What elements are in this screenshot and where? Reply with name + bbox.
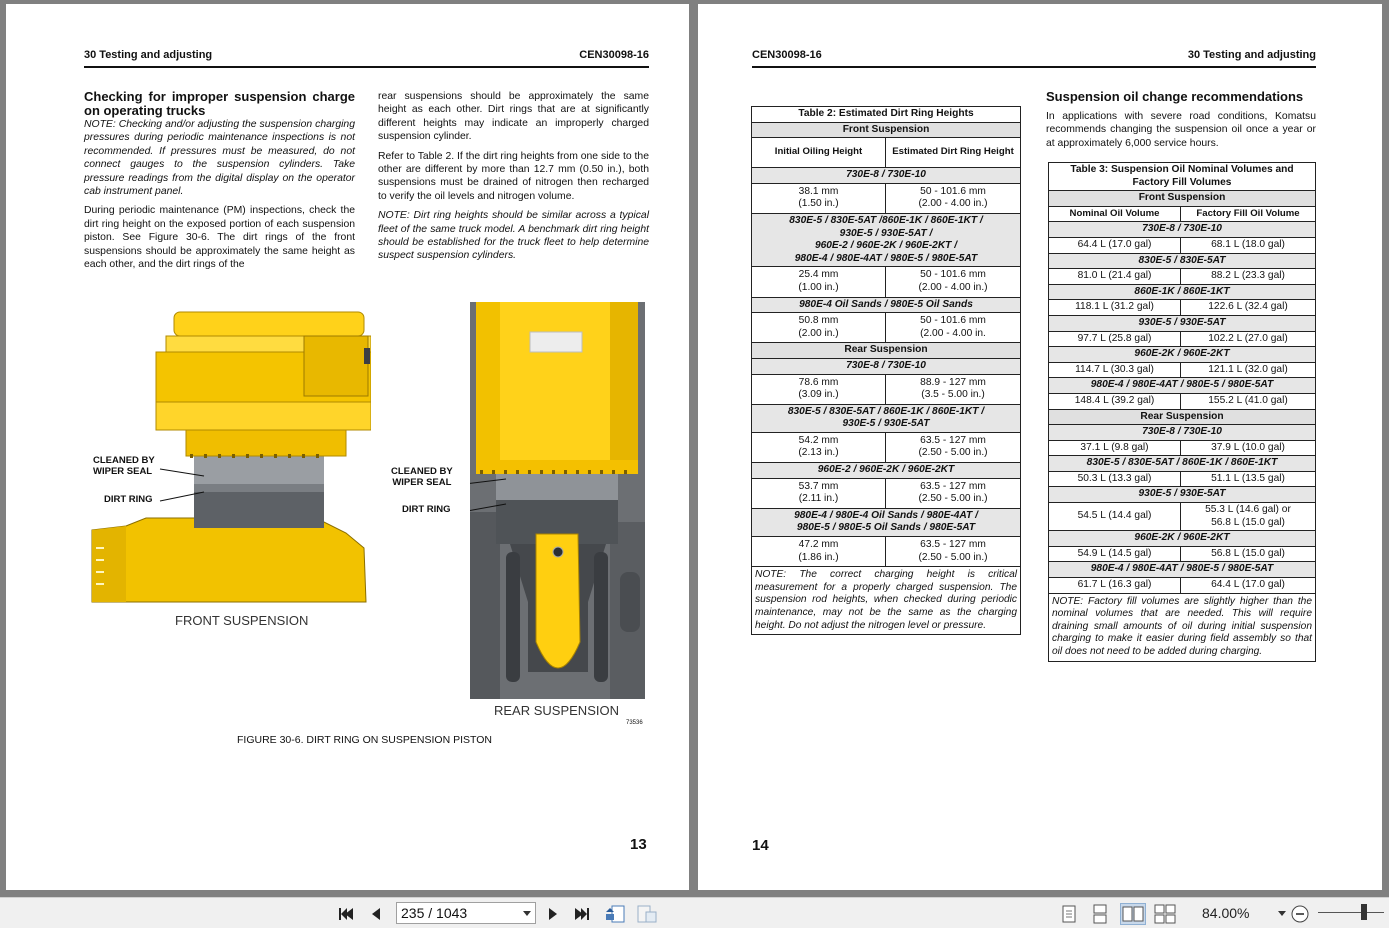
- value-cell-estimated: 88.2 L (23.3 gal): [1181, 269, 1316, 285]
- next-page-icon[interactable]: [544, 904, 562, 924]
- oil-change-section: [1046, 90, 1316, 156]
- table-row: [1049, 222, 1316, 238]
- table-row: [1049, 269, 1316, 285]
- table-row: [752, 183, 1021, 213]
- rear-suspension-caption: REAR SUSPENSION: [494, 703, 619, 718]
- model-group: 730E-8 / 730E-10: [1049, 425, 1316, 441]
- previous-view-icon[interactable]: [604, 904, 626, 924]
- label-dirt-ring: DIRT RING: [402, 504, 451, 515]
- value-cell-estimated: 68.1 L (18.0 gal): [1181, 237, 1316, 253]
- figure-title: FIGURE 30-6. DIRT RING ON SUSPENSION PISTON: [237, 734, 492, 746]
- zoom-slider-track[interactable]: [1318, 912, 1384, 913]
- chevron-down-icon[interactable]: [1278, 911, 1286, 916]
- body-paragraph: rear suspensions should be approximately the same height as each other. Dirt rings that are at significantly different heights may indicate an improperly charged suspension cylinder.: [378, 91, 649, 143]
- table-section-front: Front Suspension: [1049, 191, 1316, 207]
- table-row: [1049, 315, 1316, 331]
- value-cell-estimated: 122.6 L (32.4 gal): [1181, 300, 1316, 316]
- left-page: [6, 4, 689, 890]
- first-page-icon[interactable]: [336, 904, 356, 924]
- zoom-slider-thumb[interactable]: [1361, 904, 1367, 920]
- label-cleaned-by-wiper-seal: CLEANED BY WIPER SEAL: [391, 466, 453, 488]
- value-cell-initial: 114.7 L (30.3 gal): [1049, 362, 1181, 378]
- value-cell-estimated: 56.8 L (15.0 gal): [1181, 546, 1316, 562]
- table-row: [1049, 578, 1316, 594]
- table-row: [1049, 237, 1316, 253]
- table-row: [1049, 425, 1316, 441]
- value-cell-estimated: 37.9 L (10.0 gal): [1181, 440, 1316, 456]
- value-cell-initial: 64.4 L (17.0 gal): [1049, 237, 1181, 253]
- model-group: 830E-5 / 830E-5AT /860E-1K / 860E-1KT / 930E-5 / 930E-5AT / 960E-2 / 960E-2K / 960E-2KT / 980E-4 / 980E-4AT / 980E-5 / 980E-5AT: [752, 213, 1021, 266]
- table-row: [752, 432, 1021, 462]
- table-section-rear: Rear Suspension: [752, 343, 1021, 359]
- body-paragraph: In applications with severe road conditions, Komatsu recommends changing the suspension oil once a year or at approximately 6,000 service hours.: [1046, 111, 1316, 149]
- value-cell-initial: 81.0 L (21.4 gal): [1049, 269, 1181, 285]
- viewer-toolbar: [0, 897, 1389, 928]
- value-cell-estimated: 64.4 L (17.0 gal): [1181, 578, 1316, 594]
- value-cell-initial: 38.1 mm (1.50 in.): [752, 183, 886, 213]
- table-title: Table 2: Estimated Dirt Ring Heights: [752, 107, 1021, 123]
- table-row: [1049, 300, 1316, 316]
- value-cell-initial: 50.8 mm (2.00 in.): [752, 313, 886, 343]
- table-row: [752, 168, 1021, 184]
- table-row: [752, 213, 1021, 266]
- value-cell-initial: 54.9 L (14.5 gal): [1049, 546, 1181, 562]
- value-cell-initial: 54.2 mm (2.13 in.): [752, 432, 886, 462]
- table-row: [1049, 362, 1316, 378]
- column-header: Nominal Oil Volume: [1049, 206, 1181, 222]
- value-cell-estimated: 88.9 - 127 mm (3.5 - 5.00 in.): [886, 374, 1021, 404]
- section-heading: Suspension oil change recommendations: [1046, 89, 1304, 104]
- continuous-view-icon[interactable]: [1089, 904, 1111, 924]
- model-group: 980E-4 / 980E-4 Oil Sands / 980E-4AT / 980E-5 / 980E-5 Oil Sands / 980E-5AT: [752, 508, 1021, 536]
- model-group: 730E-8 / 730E-10: [752, 358, 1021, 374]
- value-cell-estimated: 63.5 - 127 mm (2.50 - 5.00 in.): [886, 432, 1021, 462]
- note-paragraph: NOTE: Checking and/or adjusting the suspension charging pressures during periodic maintenance inspections is not recommended. If pressures must be measured, do not connect gauges to the suspension cylinders. Take pressure readings from the digital display on the operator cab instrument panel.: [84, 119, 355, 198]
- section-heading: Checking for improper suspension charge on operating trucks: [84, 89, 355, 118]
- table-row: [1049, 546, 1316, 562]
- value-cell-estimated: 55.3 L (14.6 gal) or 56.8 L (15.0 gal): [1181, 503, 1316, 531]
- value-cell-initial: 47.2 mm (1.86 in.): [752, 537, 886, 567]
- model-group: 830E-5 / 830E-5AT / 860E-1K / 860E-1KT: [1049, 456, 1316, 472]
- table-row: [1049, 503, 1316, 531]
- table-row: [752, 267, 1021, 297]
- body-paragraph: During periodic maintenance (PM) inspections, check the dirt ring height on the exposed portion of each suspension piston. See Figure 30-6. The dirt rings of the front suspensions should be approximately the same height as each other, and the dirt rings of the: [84, 205, 355, 271]
- table-section-front: Front Suspension: [752, 122, 1021, 138]
- last-page-icon[interactable]: [572, 904, 592, 924]
- table-row: [752, 404, 1021, 432]
- figure-code: 73536: [626, 720, 643, 726]
- value-cell-estimated: 121.1 L (32.0 gal): [1181, 362, 1316, 378]
- right-page: [698, 4, 1382, 890]
- table-row: [752, 478, 1021, 508]
- table-row: [1049, 487, 1316, 503]
- table-row: [752, 313, 1021, 343]
- header-doc-number: CEN30098-16: [579, 49, 649, 61]
- rear-suspension-illustration: [470, 302, 645, 699]
- value-cell-initial: 61.7 L (16.3 gal): [1049, 578, 1181, 594]
- value-cell-estimated: 63.5 - 127 mm (2.50 - 5.00 in.): [886, 537, 1021, 567]
- facing-view-icon[interactable]: [1120, 903, 1146, 925]
- continuous-facing-view-icon[interactable]: [1154, 904, 1176, 924]
- table-row: [1049, 456, 1316, 472]
- previous-page-icon[interactable]: [366, 904, 384, 924]
- table-row: [1049, 471, 1316, 487]
- next-view-icon[interactable]: [636, 904, 658, 924]
- table-title: Table 3: Suspension Oil Nominal Volumes and Factory Fill Volumes: [1049, 163, 1316, 191]
- value-cell-estimated: 155.2 L (41.0 gal): [1181, 393, 1316, 409]
- front-suspension-caption: FRONT SUSPENSION: [175, 613, 309, 628]
- value-cell-estimated: 50 - 101.6 mm (2.00 - 4.00 in.): [886, 267, 1021, 297]
- model-group: 960E-2 / 960E-2K / 960E-2KT: [752, 463, 1021, 479]
- left-column: [84, 90, 355, 277]
- column-header: Estimated Dirt Ring Height: [886, 138, 1021, 168]
- model-group: 930E-5 / 930E-5AT: [1049, 487, 1316, 503]
- model-group: 860E-1K / 860E-1KT: [1049, 284, 1316, 300]
- single-page-view-icon[interactable]: [1058, 904, 1080, 924]
- value-cell-initial: 50.3 L (13.3 gal): [1049, 471, 1181, 487]
- header-rule: [84, 66, 649, 68]
- value-cell-estimated: 50 - 101.6 mm (2.00 - 4.00 in.: [886, 313, 1021, 343]
- table-row: [752, 508, 1021, 536]
- note-paragraph: NOTE: Dirt ring heights should be similar across a typical fleet of the same truck model. A benchmark dirt ring height should be established for the truck fleet to help determine suspect suspension cylinders.: [378, 210, 649, 262]
- value-cell-estimated: 51.1 L (13.5 gal): [1181, 471, 1316, 487]
- value-cell-initial: 25.4 mm (1.00 in.): [752, 267, 886, 297]
- model-group: 730E-8 / 730E-10: [1049, 222, 1316, 238]
- value-cell-initial: 53.7 mm (2.11 in.): [752, 478, 886, 508]
- model-group: 980E-4 / 980E-4AT / 980E-5 / 980E-5AT: [1049, 562, 1316, 578]
- chevron-down-icon[interactable]: [523, 911, 531, 916]
- header-section-title: 30 Testing and adjusting: [84, 49, 213, 61]
- label-cleaned-by-wiper-seal: CLEANED BY WIPER SEAL: [93, 455, 155, 477]
- label-dirt-ring: DIRT RING: [104, 494, 153, 505]
- table-row: [1049, 284, 1316, 300]
- oil-volumes-table: [1048, 162, 1316, 662]
- dirt-ring-heights-table: [751, 106, 1021, 635]
- value-cell-estimated: 102.2 L (27.0 gal): [1181, 331, 1316, 347]
- model-group: 980E-4 / 980E-4AT / 980E-5 / 980E-5AT: [1049, 378, 1316, 394]
- model-group: 730E-8 / 730E-10: [752, 168, 1021, 184]
- table-row: [1049, 378, 1316, 394]
- zoom-level[interactable]: 84.00%: [1202, 905, 1250, 921]
- table-note: NOTE: The correct charging height is critical measurement for a properly charged suspension. The suspension rod heights, when checked during periodic maintenance, may not be the same as the charging height. Do not adjust the nitrogen level or pressure.: [752, 567, 1021, 635]
- column-header: Factory Fill Oil Volume: [1181, 206, 1316, 222]
- page-number-input[interactable]: [396, 902, 536, 924]
- table-section-rear: Rear Suspension: [1049, 409, 1316, 425]
- value-cell-initial: 118.1 L (31.2 gal): [1049, 300, 1181, 316]
- right-column: [378, 90, 649, 269]
- zoom-out-icon[interactable]: [1290, 904, 1310, 924]
- table-row: [752, 537, 1021, 567]
- model-group: 930E-5 / 930E-5AT: [1049, 315, 1316, 331]
- value-cell-initial: 148.4 L (39.2 gal): [1049, 393, 1181, 409]
- table-row: [1049, 562, 1316, 578]
- table-row: [1049, 531, 1316, 547]
- value-cell-initial: 78.6 mm (3.09 in.): [752, 374, 886, 404]
- header-rule: [752, 66, 1316, 68]
- value-cell-estimated: 63.5 - 127 mm (2.50 - 5.00 in.): [886, 478, 1021, 508]
- body-paragraph: Refer to Table 2. If the dirt ring heights from one side to the other are different by more than 12.7 mm (0.50 in.), both suspensions must be drained of nitrogen then recharged to verify the oil levels and nitrogen volume.: [378, 150, 649, 202]
- table-row: [752, 374, 1021, 404]
- value-cell-estimated: 50 - 101.6 mm (2.00 - 4.00 in.): [886, 183, 1021, 213]
- model-group: 960E-2K / 960E-2KT: [1049, 531, 1316, 547]
- model-group: 830E-5 / 830E-5AT: [1049, 253, 1316, 269]
- value-cell-initial: 54.5 L (14.4 gal): [1049, 503, 1181, 531]
- table-row: [1049, 393, 1316, 409]
- page-number: 14: [752, 837, 769, 854]
- value-cell-initial: 37.1 L (9.8 gal): [1049, 440, 1181, 456]
- model-group: 980E-4 Oil Sands / 980E-5 Oil Sands: [752, 297, 1021, 313]
- value-cell-initial: 97.7 L (25.8 gal): [1049, 331, 1181, 347]
- table-row: [752, 358, 1021, 374]
- table-note: NOTE: Factory fill volumes are slightly higher than the nominal volumes that are needed. This will require draining small amounts of oil during initial suspension charging to make it easier during field assembly so that oil does not need to be added during charging.: [1049, 593, 1316, 661]
- table-row: [1049, 331, 1316, 347]
- table-row: [1049, 440, 1316, 456]
- page-number: 13: [630, 836, 647, 853]
- model-group: 960E-2K / 960E-2KT: [1049, 347, 1316, 363]
- page-number-value: 235 / 1043: [401, 905, 468, 921]
- model-group: 830E-5 / 830E-5AT / 860E-1K / 860E-1KT / 930E-5 / 930E-5AT: [752, 404, 1021, 432]
- table-row: [752, 297, 1021, 313]
- table-row: [1049, 347, 1316, 363]
- table-row: [1049, 253, 1316, 269]
- header-doc-number: CEN30098-16: [752, 49, 822, 61]
- column-header: Initial Oiling Height: [752, 138, 886, 168]
- table-row: [752, 463, 1021, 479]
- header-section-title: 30 Testing and adjusting: [1187, 49, 1316, 61]
